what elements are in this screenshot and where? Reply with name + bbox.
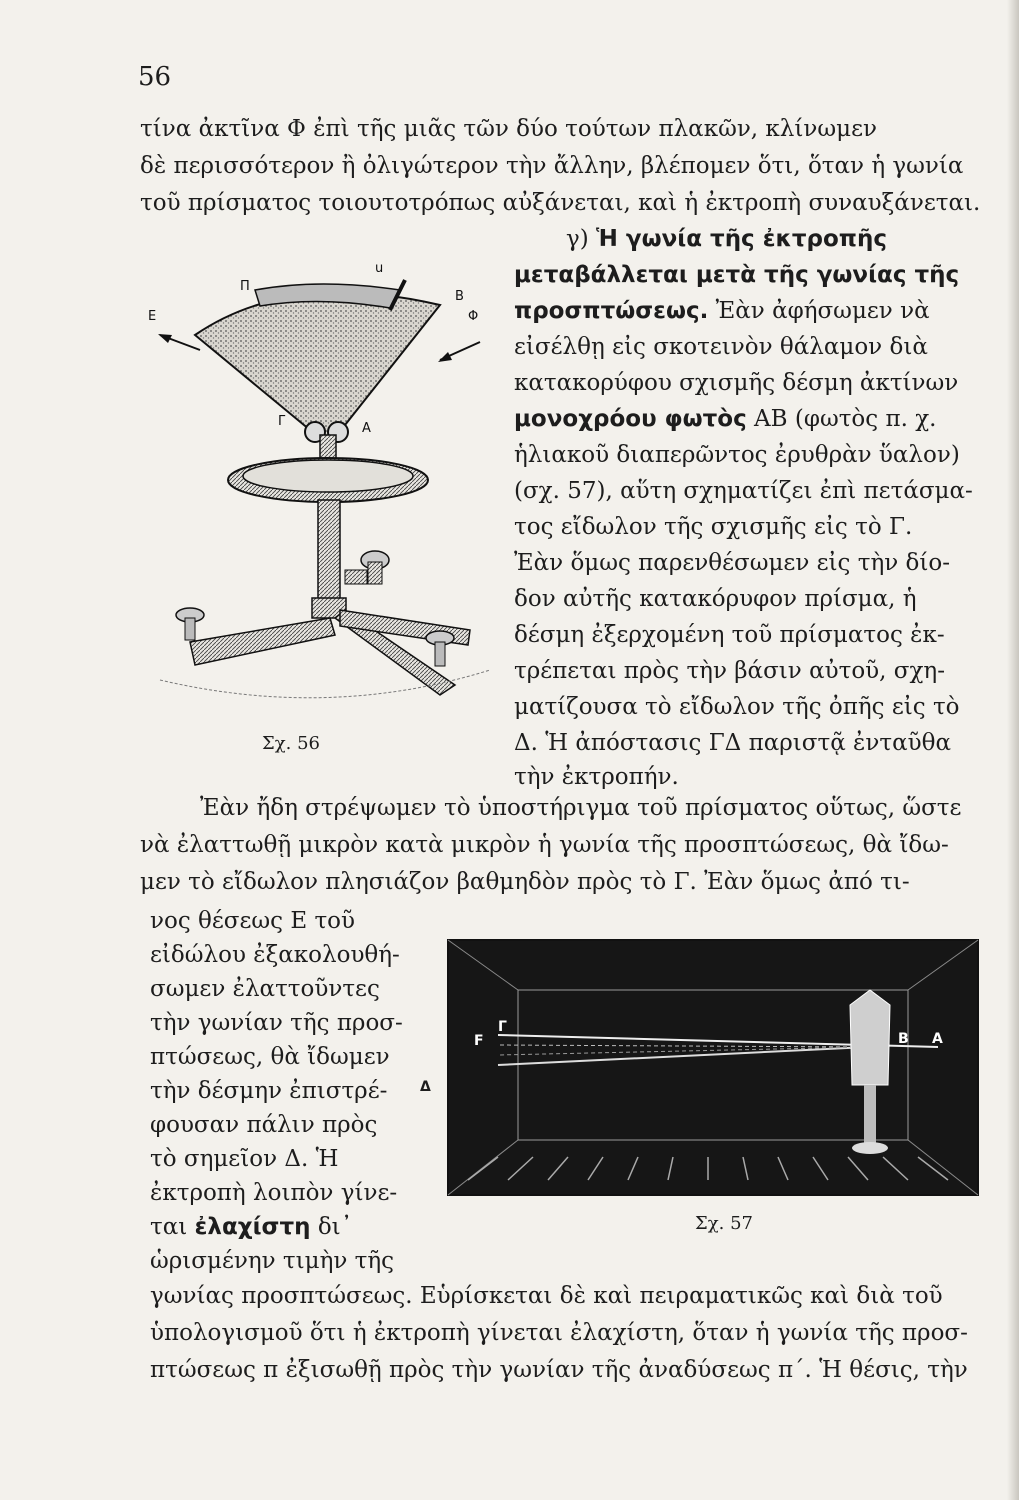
text-line: δον αὐτῆς κατακόρυφον πρίσμα, ἡ bbox=[514, 586, 917, 612]
text-line: τὴν δέσμην ἐπιστρέ- bbox=[150, 1078, 388, 1104]
text-line: τὸ σημεῖον Δ. Ἡ bbox=[150, 1146, 339, 1172]
figure-57-caption: Σχ. 57 bbox=[695, 1213, 753, 1234]
text-line: ἡλιακοῦ διαπερῶντος ἐρυθρὰν ὕαλον) bbox=[514, 442, 960, 468]
label-B: Β bbox=[455, 289, 464, 304]
dark-chamber-illustration bbox=[438, 935, 990, 1200]
text-line: πτώσεως π ἐξισωθῇ πρὸς τὴν γωνίαν τῆς ἀναδύσεως π΄. Ἡ θέσις, τὴν bbox=[150, 1357, 968, 1383]
label-E: Ε bbox=[148, 309, 157, 324]
text-line: τίνα ἀκτῖνα Φ ἐπὶ τῆς μιᾶς τῶν δύο τούτων πλακῶν, κλίνωμεν bbox=[140, 116, 877, 142]
label-A: Α bbox=[932, 1031, 943, 1047]
text-line: Ἐὰν ὅμως παρενθέσωμεν εἰς τὴν δίο- bbox=[514, 550, 951, 576]
text-line: δὲ περισσότερον ἢ ὀλιγώτερον τὴν ἄλλην, βλέπομεν ὅτι, ὅταν ἡ γωνία bbox=[140, 153, 964, 179]
text-line: σωμεν ἐλαττοῦντες bbox=[150, 976, 380, 1002]
text-line: φουσαν πάλιν πρὸς bbox=[150, 1112, 378, 1138]
text-line: τος εἴδωλον τῆς σχισμῆς εἰς τὸ Γ. bbox=[514, 514, 913, 540]
label-u: u bbox=[375, 261, 384, 276]
label-Gamma: Γ bbox=[278, 414, 286, 429]
figure-56 bbox=[140, 250, 510, 720]
label-pi: Π bbox=[240, 279, 250, 294]
text-line: νος θέσεως Ε τοῦ bbox=[150, 908, 356, 934]
text-line: κατακορύφου σχισμῆς δέσμη ἀκτίνων bbox=[514, 370, 959, 396]
text-line: νὰ ἐλαττωθῇ μικρὸν κατὰ μικρὸν ἡ γωνία τῆς προσπτώσεως, θὰ ἴδω- bbox=[140, 832, 949, 858]
prism-apparatus-illustration bbox=[140, 250, 510, 720]
text-line: εἰσέλθῃ εἰς σκοτεινὸν θάλαμον διὰ bbox=[514, 334, 928, 360]
figure-56-caption: Σχ. 56 bbox=[262, 733, 320, 754]
label-F: F bbox=[474, 1033, 484, 1049]
text-line: εἰδώλου ἐξακολουθή- bbox=[150, 942, 400, 968]
text-line: τὴν γωνίαν τῆς προσ- bbox=[150, 1010, 403, 1036]
text-line: προσπτώσεως. Ἐὰν ἀφήσωμεν νὰ bbox=[514, 298, 930, 324]
text-line: γωνίας προσπτώσεως. Εὑρίσκεται δὲ καὶ πειραματικῶς καὶ διὰ τοῦ bbox=[150, 1283, 943, 1309]
text-line: τὴν ἐκτροπήν. bbox=[514, 764, 679, 790]
label-A: Α bbox=[362, 421, 371, 436]
page-number: 56 bbox=[138, 62, 172, 92]
text-line: ἐκτροπὴ λοιπὸν γίνε- bbox=[150, 1180, 398, 1206]
label-Delta: Δ bbox=[420, 1079, 431, 1095]
text-line: ματίζουσα τὸ εἴδωλον τῆς ὀπῆς εἰς τὸ bbox=[514, 694, 960, 720]
text-line: ται ἐλαχίστη δι᾽ bbox=[150, 1214, 353, 1240]
text-line: μεν τὸ εἴδωλον πλησιάζον βαθμηδὸν πρὸς τὸ Γ. Ἐὰν ὅμως ἀπό τι- bbox=[140, 869, 910, 895]
text-line: ὡρισμένην τιμὴν τῆς bbox=[150, 1248, 395, 1274]
text-line: Ἐὰν ἤδη στρέψωμεν τὸ ὑποστήριγμα τοῦ πρίσματος οὕτως, ὥστε bbox=[200, 795, 962, 821]
text-line: τρέπεται πρὸς τὴν βάσιν αὐτοῦ, σχη- bbox=[514, 658, 945, 684]
text-line: τοῦ πρίσματος τοιουτοτρόπως αὐξάνεται, καὶ ἡ ἐκτροπὴ συναυξάνεται. bbox=[140, 190, 981, 216]
text-line: ὑπολογισμοῦ ὅτι ἡ ἐκτροπὴ γίνεται ἐλαχίστη, ὅταν ἡ γωνία τῆς προσ- bbox=[150, 1320, 968, 1346]
label-B: Β bbox=[898, 1031, 909, 1047]
text-line: πτώσεως, θὰ ἴδωμεν bbox=[150, 1044, 390, 1070]
text-line: γ) Ἡ γωνία τῆς ἐκτροπῆς bbox=[566, 226, 887, 252]
text-line: μονοχρόου φωτὸς ΑΒ (φωτὸς π. χ. bbox=[514, 406, 937, 432]
scan-edge-shadow bbox=[1007, 0, 1019, 1500]
figure-57 bbox=[438, 935, 990, 1200]
text-line: δέσμη ἐξερχομένη τοῦ πρίσματος ἐκ- bbox=[514, 622, 945, 648]
text-line: μεταβάλλεται μετὰ τῆς γωνίας τῆς bbox=[514, 262, 960, 288]
text-line: Δ. Ἡ ἀπόστασις ΓΔ παριστᾷ ἐνταῦθα bbox=[514, 730, 951, 756]
label-Gamma: Γ bbox=[498, 1019, 507, 1035]
text-line: (σχ. 57), αὕτη σχηματίζει ἐπὶ πετάσμα- bbox=[514, 478, 973, 504]
label-Phi: Φ bbox=[468, 309, 479, 324]
